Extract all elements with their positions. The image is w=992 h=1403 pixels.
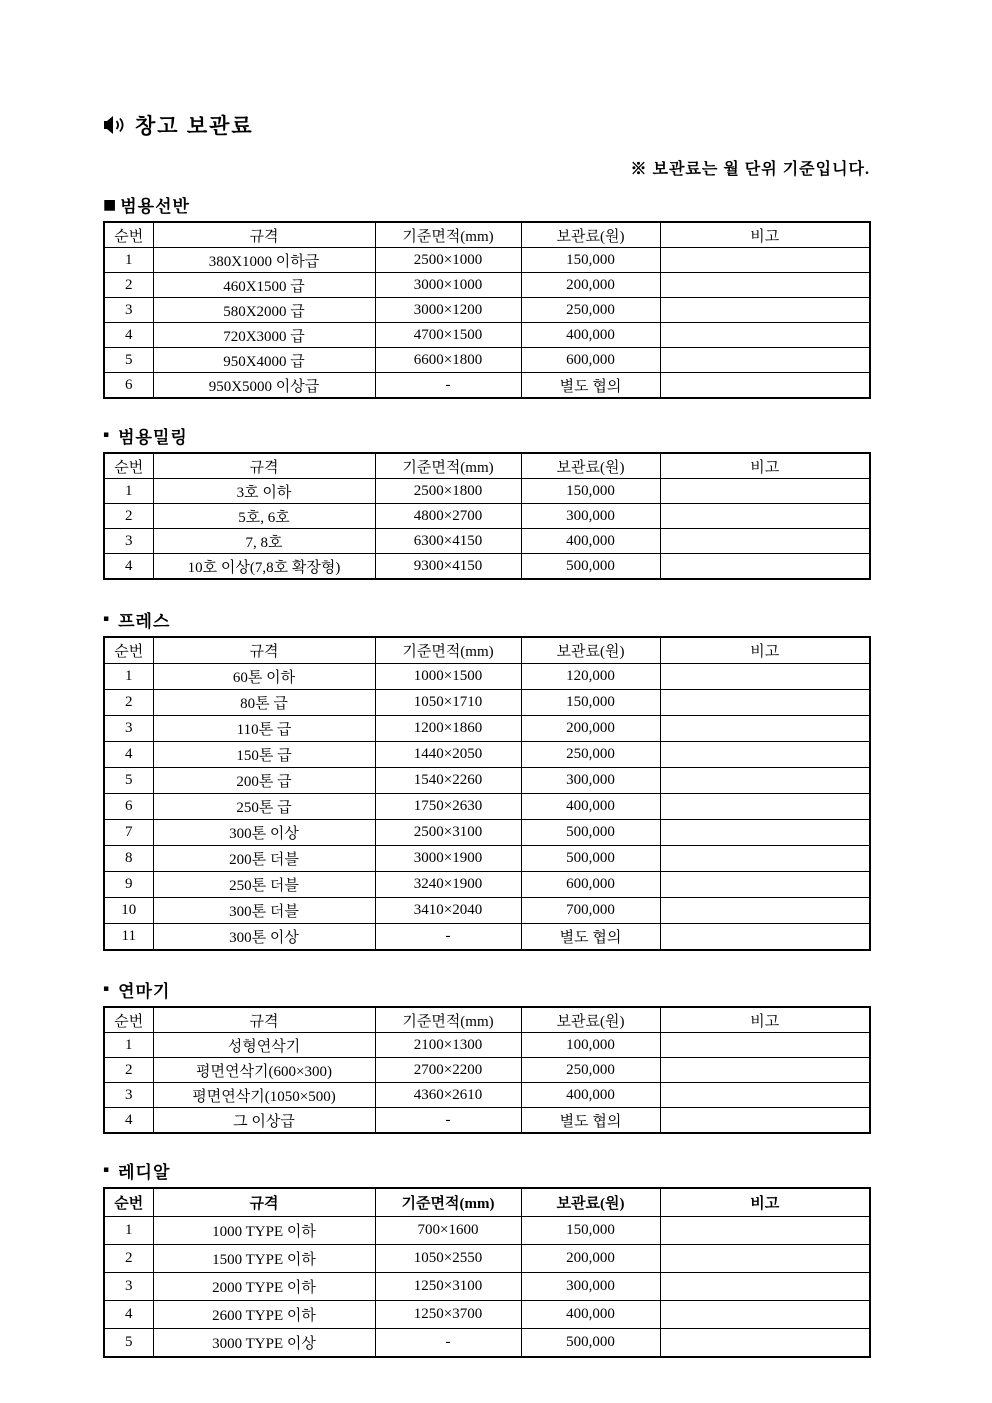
cell-fee: 500,000 bbox=[521, 846, 660, 872]
fee-table bbox=[103, 636, 871, 951]
cell-no: 3 bbox=[104, 298, 153, 323]
cell-area: 1250×3700 bbox=[375, 1301, 521, 1329]
cell-area: 4360×2610 bbox=[375, 1083, 521, 1108]
cell-area: 2700×2200 bbox=[375, 1058, 521, 1083]
section-heading-label: 범용선반 bbox=[120, 197, 190, 216]
bullet-square-icon: ▪ bbox=[103, 1165, 111, 1175]
column-header: 규격 bbox=[153, 1007, 375, 1033]
table-row bbox=[104, 529, 870, 554]
cell-spec: 380X1000 이하급 bbox=[153, 248, 375, 273]
section-heading bbox=[103, 607, 870, 632]
cell-area: 1250×3100 bbox=[375, 1273, 521, 1301]
cell-no: 1 bbox=[104, 248, 153, 273]
cell-fee: 200,000 bbox=[521, 1245, 660, 1273]
cell-no: 3 bbox=[104, 529, 153, 554]
cell-no: 4 bbox=[104, 742, 153, 768]
column-header: 보관료(원) bbox=[521, 1007, 660, 1033]
cell-remark bbox=[660, 1083, 870, 1108]
table-row bbox=[104, 1329, 870, 1358]
cell-remark bbox=[660, 348, 870, 373]
cell-area: 1440×2050 bbox=[375, 742, 521, 768]
cell-fee: 400,000 bbox=[521, 323, 660, 348]
cell-fee: 400,000 bbox=[521, 1083, 660, 1108]
cell-no: 10 bbox=[104, 898, 153, 924]
header-row bbox=[104, 1188, 870, 1217]
cell-remark bbox=[660, 872, 870, 898]
cell-area: 2100×1300 bbox=[375, 1033, 521, 1058]
cell-no: 8 bbox=[104, 846, 153, 872]
cell-spec: 평면연삭기(600×300) bbox=[153, 1058, 375, 1083]
cell-spec: 300톤 이상 bbox=[153, 924, 375, 951]
cell-area: 2500×3100 bbox=[375, 820, 521, 846]
column-header: 규격 bbox=[153, 453, 375, 479]
cell-remark bbox=[660, 794, 870, 820]
cell-area: 6300×4150 bbox=[375, 529, 521, 554]
cell-spec: 1000 TYPE 이하 bbox=[153, 1217, 375, 1245]
cell-spec: 2000 TYPE 이하 bbox=[153, 1273, 375, 1301]
cell-remark bbox=[660, 1301, 870, 1329]
cell-no: 5 bbox=[104, 768, 153, 794]
table-row bbox=[104, 716, 870, 742]
table-row bbox=[104, 1033, 870, 1058]
fee-table bbox=[103, 1006, 871, 1134]
fee-table bbox=[103, 1187, 871, 1358]
table-row bbox=[104, 1301, 870, 1329]
section-heading bbox=[103, 977, 870, 1002]
table-row bbox=[104, 1108, 870, 1134]
cell-area: 1750×2630 bbox=[375, 794, 521, 820]
cell-remark bbox=[660, 504, 870, 529]
column-header: 순번 bbox=[104, 637, 153, 664]
table-row bbox=[104, 898, 870, 924]
cell-fee: 400,000 bbox=[521, 529, 660, 554]
cell-area: - bbox=[375, 924, 521, 951]
cell-spec: 300톤 이상 bbox=[153, 820, 375, 846]
column-header: 보관료(원) bbox=[521, 453, 660, 479]
cell-spec: 1500 TYPE 이하 bbox=[153, 1245, 375, 1273]
fee-section bbox=[103, 977, 870, 1134]
cell-no: 11 bbox=[104, 924, 153, 951]
cell-fee: 150,000 bbox=[521, 479, 660, 504]
cell-area: 6600×1800 bbox=[375, 348, 521, 373]
cell-spec: 성형연삭기 bbox=[153, 1033, 375, 1058]
cell-remark bbox=[660, 1217, 870, 1245]
column-header: 보관료(원) bbox=[521, 222, 660, 248]
cell-remark bbox=[660, 768, 870, 794]
speaker-icon bbox=[103, 115, 127, 135]
cell-fee: 200,000 bbox=[521, 273, 660, 298]
cell-fee: 별도 협의 bbox=[521, 1108, 660, 1134]
cell-no: 4 bbox=[104, 554, 153, 580]
column-header: 비고 bbox=[660, 1007, 870, 1033]
cell-no: 5 bbox=[104, 1329, 153, 1358]
fee-table bbox=[103, 221, 871, 399]
cell-area: 1200×1860 bbox=[375, 716, 521, 742]
cell-spec: 300톤 더블 bbox=[153, 898, 375, 924]
table-row bbox=[104, 479, 870, 504]
cell-area: - bbox=[375, 1108, 521, 1134]
cell-fee: 600,000 bbox=[521, 872, 660, 898]
cell-area: 1540×2260 bbox=[375, 768, 521, 794]
cell-remark bbox=[660, 742, 870, 768]
section-heading bbox=[103, 192, 870, 217]
cell-area: 3000×1900 bbox=[375, 846, 521, 872]
cell-no: 3 bbox=[104, 1273, 153, 1301]
cell-spec: 200톤 급 bbox=[153, 768, 375, 794]
table-row bbox=[104, 664, 870, 690]
cell-area: 3240×1900 bbox=[375, 872, 521, 898]
column-header: 기준면적(mm) bbox=[375, 637, 521, 664]
cell-area: 9300×4150 bbox=[375, 554, 521, 580]
column-header: 순번 bbox=[104, 1007, 153, 1033]
cell-spec: 950X5000 이상급 bbox=[153, 373, 375, 399]
cell-spec: 950X4000 급 bbox=[153, 348, 375, 373]
cell-fee: 400,000 bbox=[521, 1301, 660, 1329]
cell-fee: 300,000 bbox=[521, 768, 660, 794]
header-row bbox=[104, 637, 870, 664]
bullet-square-icon: ▪ bbox=[103, 430, 111, 440]
bullet-square-icon: ▪ bbox=[103, 614, 111, 624]
fee-section bbox=[103, 192, 870, 399]
table-row bbox=[104, 1245, 870, 1273]
cell-spec: 250톤 급 bbox=[153, 794, 375, 820]
table-row bbox=[104, 924, 870, 951]
cell-fee: 150,000 bbox=[521, 1217, 660, 1245]
cell-no: 3 bbox=[104, 1083, 153, 1108]
cell-spec: 150톤 급 bbox=[153, 742, 375, 768]
cell-remark bbox=[660, 273, 870, 298]
table-row bbox=[104, 323, 870, 348]
cell-area: 1000×1500 bbox=[375, 664, 521, 690]
cell-fee: 400,000 bbox=[521, 794, 660, 820]
cell-spec: 80톤 급 bbox=[153, 690, 375, 716]
cell-spec: 460X1500 급 bbox=[153, 273, 375, 298]
column-header: 기준면적(mm) bbox=[375, 1007, 521, 1033]
bullet-square-icon: ■ bbox=[103, 196, 118, 213]
column-header: 보관료(원) bbox=[521, 1188, 660, 1217]
header-row bbox=[104, 453, 870, 479]
cell-no: 5 bbox=[104, 348, 153, 373]
cell-spec: 5호, 6호 bbox=[153, 504, 375, 529]
cell-remark bbox=[660, 1033, 870, 1058]
table-row bbox=[104, 373, 870, 399]
column-header: 비고 bbox=[660, 637, 870, 664]
cell-area: 4700×1500 bbox=[375, 323, 521, 348]
cell-fee: 700,000 bbox=[521, 898, 660, 924]
unit-note: ※ 보관료는 월 단위 기준입니다. bbox=[630, 161, 870, 178]
cell-fee: 별도 협의 bbox=[521, 373, 660, 399]
cell-fee: 600,000 bbox=[521, 348, 660, 373]
cell-spec: 3호 이하 bbox=[153, 479, 375, 504]
cell-no: 6 bbox=[104, 794, 153, 820]
cell-no: 6 bbox=[104, 373, 153, 399]
cell-no: 2 bbox=[104, 504, 153, 529]
column-header: 기준면적(mm) bbox=[375, 1188, 521, 1217]
column-header: 보관료(원) bbox=[521, 637, 660, 664]
cell-no: 2 bbox=[104, 690, 153, 716]
cell-area: 1050×2550 bbox=[375, 1245, 521, 1273]
cell-fee: 500,000 bbox=[521, 1329, 660, 1358]
cell-remark bbox=[660, 1273, 870, 1301]
fee-table bbox=[103, 452, 871, 580]
cell-no: 1 bbox=[104, 479, 153, 504]
section-heading bbox=[103, 1158, 870, 1183]
table-row bbox=[104, 1083, 870, 1108]
cell-spec: 그 이상급 bbox=[153, 1108, 375, 1134]
cell-spec: 580X2000 급 bbox=[153, 298, 375, 323]
fee-section bbox=[103, 423, 870, 580]
table-row bbox=[104, 1273, 870, 1301]
cell-remark bbox=[660, 1329, 870, 1358]
cell-fee: 별도 협의 bbox=[521, 924, 660, 951]
cell-fee: 300,000 bbox=[521, 1273, 660, 1301]
table-row bbox=[104, 846, 870, 872]
cell-fee: 100,000 bbox=[521, 1033, 660, 1058]
table-row bbox=[104, 1217, 870, 1245]
cell-remark bbox=[660, 1108, 870, 1134]
section-heading-label: 레디알 bbox=[118, 1163, 171, 1182]
table-row bbox=[104, 348, 870, 373]
cell-area: 3000×1000 bbox=[375, 273, 521, 298]
cell-spec: 3000 TYPE 이상 bbox=[153, 1329, 375, 1358]
cell-spec: 2600 TYPE 이하 bbox=[153, 1301, 375, 1329]
sections bbox=[103, 192, 870, 1358]
cell-remark bbox=[660, 924, 870, 951]
cell-remark bbox=[660, 323, 870, 348]
table-row bbox=[104, 690, 870, 716]
cell-fee: 300,000 bbox=[521, 504, 660, 529]
column-header: 순번 bbox=[104, 1188, 153, 1217]
cell-area: 3000×1200 bbox=[375, 298, 521, 323]
cell-no: 3 bbox=[104, 716, 153, 742]
page-title: 창고 보관료 bbox=[135, 114, 254, 138]
cell-fee: 500,000 bbox=[521, 820, 660, 846]
column-header: 비고 bbox=[660, 222, 870, 248]
cell-fee: 250,000 bbox=[521, 298, 660, 323]
column-header: 순번 bbox=[104, 453, 153, 479]
cell-area: 700×1600 bbox=[375, 1217, 521, 1245]
section-heading-label: 범용밀링 bbox=[118, 428, 188, 447]
cell-remark bbox=[660, 529, 870, 554]
column-header: 규격 bbox=[153, 222, 375, 248]
column-header: 순번 bbox=[104, 222, 153, 248]
title-row bbox=[103, 110, 870, 140]
header-row bbox=[104, 1007, 870, 1033]
fee-section bbox=[103, 1158, 870, 1358]
section-heading bbox=[103, 423, 870, 448]
cell-fee: 150,000 bbox=[521, 248, 660, 273]
cell-fee: 250,000 bbox=[521, 1058, 660, 1083]
cell-spec: 7, 8호 bbox=[153, 529, 375, 554]
table-row bbox=[104, 742, 870, 768]
cell-remark bbox=[660, 664, 870, 690]
cell-remark bbox=[660, 898, 870, 924]
cell-fee: 250,000 bbox=[521, 742, 660, 768]
cell-remark bbox=[660, 820, 870, 846]
cell-area: 3410×2040 bbox=[375, 898, 521, 924]
cell-fee: 500,000 bbox=[521, 554, 660, 580]
cell-fee: 120,000 bbox=[521, 664, 660, 690]
cell-spec: 720X3000 급 bbox=[153, 323, 375, 348]
section-heading-label: 프레스 bbox=[118, 612, 171, 631]
cell-spec: 110톤 급 bbox=[153, 716, 375, 742]
cell-no: 7 bbox=[104, 820, 153, 846]
table-row bbox=[104, 504, 870, 529]
cell-spec: 250톤 더블 bbox=[153, 872, 375, 898]
table-row bbox=[104, 794, 870, 820]
table-row bbox=[104, 1058, 870, 1083]
table-row bbox=[104, 872, 870, 898]
cell-area: 4800×2700 bbox=[375, 504, 521, 529]
table-row bbox=[104, 768, 870, 794]
cell-remark bbox=[660, 1058, 870, 1083]
cell-no: 1 bbox=[104, 664, 153, 690]
column-header: 규격 bbox=[153, 637, 375, 664]
cell-no: 4 bbox=[104, 1301, 153, 1329]
cell-fee: 150,000 bbox=[521, 690, 660, 716]
header-row bbox=[104, 222, 870, 248]
cell-fee: 200,000 bbox=[521, 716, 660, 742]
cell-spec: 60톤 이하 bbox=[153, 664, 375, 690]
column-header: 기준면적(mm) bbox=[375, 222, 521, 248]
table-row bbox=[104, 273, 870, 298]
cell-area: 2500×1800 bbox=[375, 479, 521, 504]
cell-no: 4 bbox=[104, 1108, 153, 1134]
cell-remark bbox=[660, 690, 870, 716]
cell-remark bbox=[660, 1245, 870, 1273]
cell-spec: 10호 이상(7,8호 확장형) bbox=[153, 554, 375, 580]
cell-no: 4 bbox=[104, 323, 153, 348]
cell-no: 1 bbox=[104, 1033, 153, 1058]
cell-spec: 200톤 더블 bbox=[153, 846, 375, 872]
cell-area: 1050×1710 bbox=[375, 690, 521, 716]
table-row bbox=[104, 298, 870, 323]
table-row bbox=[104, 820, 870, 846]
column-header: 기준면적(mm) bbox=[375, 453, 521, 479]
table-row bbox=[104, 554, 870, 580]
cell-remark bbox=[660, 554, 870, 580]
cell-remark bbox=[660, 846, 870, 872]
cell-area: - bbox=[375, 1329, 521, 1358]
cell-remark bbox=[660, 373, 870, 399]
column-header: 비고 bbox=[660, 1188, 870, 1217]
bullet-square-icon: ▪ bbox=[103, 984, 111, 994]
cell-remark bbox=[660, 248, 870, 273]
cell-remark bbox=[660, 479, 870, 504]
cell-no: 2 bbox=[104, 1058, 153, 1083]
cell-no: 2 bbox=[104, 1245, 153, 1273]
section-heading-label: 연마기 bbox=[118, 982, 171, 1001]
column-header: 비고 bbox=[660, 453, 870, 479]
cell-no: 2 bbox=[104, 273, 153, 298]
cell-no: 9 bbox=[104, 872, 153, 898]
cell-remark bbox=[660, 716, 870, 742]
cell-area: - bbox=[375, 373, 521, 399]
fee-section bbox=[103, 607, 870, 951]
cell-remark bbox=[660, 298, 870, 323]
cell-area: 2500×1000 bbox=[375, 248, 521, 273]
cell-spec: 평면연삭기(1050×500) bbox=[153, 1083, 375, 1108]
table-row bbox=[104, 248, 870, 273]
cell-no: 1 bbox=[104, 1217, 153, 1245]
column-header: 규격 bbox=[153, 1188, 375, 1217]
